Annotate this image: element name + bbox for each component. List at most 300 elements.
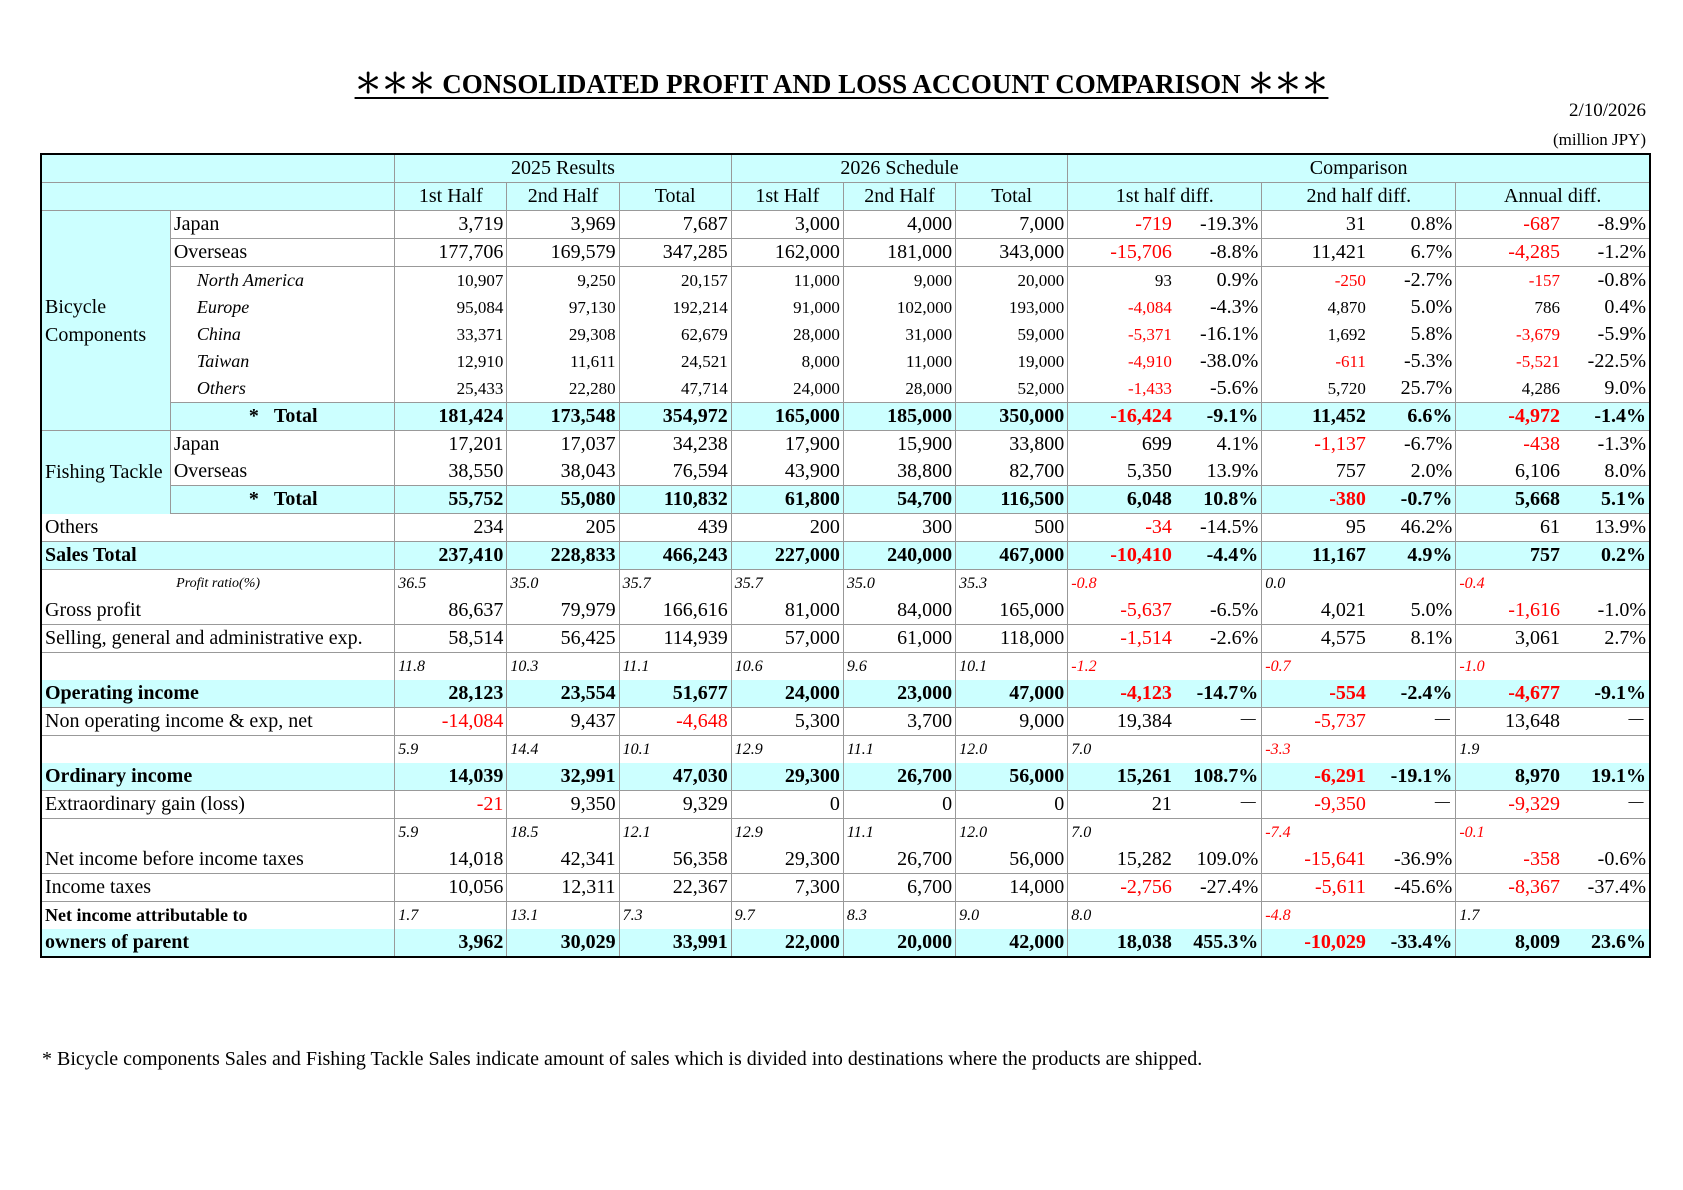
diff-percent-cell: -2.6% [1175, 625, 1262, 653]
ratio-diff-cell: -1.2 [1068, 653, 1262, 681]
row-ratio-nibt [41, 819, 1650, 847]
group-fishing-tackle: Fishing Tackle [41, 431, 170, 514]
diff-percent-cell: 0.9% [1175, 267, 1262, 295]
value-cell: 38,550 [395, 458, 507, 486]
row-bc-na [41, 267, 1650, 295]
row-operating-income [41, 680, 1650, 708]
ratio-cell: 11.1 [843, 736, 955, 764]
row-net-income [41, 929, 1650, 957]
ratio-cell: 35.0 [843, 570, 955, 598]
diff-amount-cell: -1,137 [1262, 431, 1369, 459]
ratio-diff-cell: 7.0 [1068, 736, 1262, 764]
diff-percent-cell: 8.0% [1563, 458, 1650, 486]
value-cell: 205 [507, 514, 619, 542]
ratio-cell: 10.6 [731, 653, 843, 681]
value-cell: 30,029 [507, 929, 619, 957]
ratio-cell: 35.0 [507, 570, 619, 598]
ratio-diff-cell: 1.9 [1456, 736, 1650, 764]
value-cell: 193,000 [956, 294, 1068, 321]
ratio-cell: 7.3 [619, 902, 731, 930]
value-cell: 0 [731, 791, 843, 819]
diff-amount-cell: -358 [1456, 846, 1563, 874]
value-cell: 91,000 [731, 294, 843, 321]
row-label: Others [170, 375, 394, 403]
row-label: Europe [170, 294, 394, 321]
value-cell: 11,000 [843, 348, 955, 375]
row-non-operating [41, 708, 1650, 736]
col-2025-2h: 2nd Half [507, 183, 619, 211]
ratio-cell: 14.4 [507, 736, 619, 764]
diff-percent-cell: 8.1% [1369, 625, 1456, 653]
value-cell: 118,000 [956, 625, 1068, 653]
diff-amount-cell: 4,575 [1262, 625, 1369, 653]
diff-amount-cell: -611 [1262, 348, 1369, 375]
diff-amount-cell: -5,371 [1068, 321, 1175, 348]
diff-percent-cell: -14.5% [1175, 514, 1262, 542]
diff-amount-cell: 18,038 [1068, 929, 1175, 957]
diff-percent-cell: － [1175, 708, 1262, 736]
unit-label: (million JPY) [1552, 130, 1646, 149]
diff-percent-cell: -37.4% [1563, 874, 1650, 902]
diff-amount-cell: 13,648 [1456, 708, 1563, 736]
row-bc-cn [41, 321, 1650, 348]
diff-percent-cell: -19.3% [1175, 211, 1262, 239]
value-cell: 22,280 [507, 375, 619, 403]
value-cell: 24,521 [619, 348, 731, 375]
diff-amount-cell: -5,611 [1262, 874, 1369, 902]
value-cell: 47,000 [956, 680, 1068, 708]
value-cell: 3,719 [395, 211, 507, 239]
value-cell: 56,358 [619, 846, 731, 874]
ratio-diff-cell: -0.1 [1456, 819, 1650, 847]
value-cell: 7,687 [619, 211, 731, 239]
diff-amount-cell: 757 [1262, 458, 1369, 486]
value-cell: 19,000 [956, 348, 1068, 375]
diff-percent-cell: -0.8% [1563, 267, 1650, 295]
diff-amount-cell: 6,048 [1068, 486, 1175, 514]
value-cell: 61,000 [843, 625, 955, 653]
ratio-cell: 9.0 [956, 902, 1068, 930]
value-cell: 32,991 [507, 763, 619, 791]
ratio-cell: 5.9 [395, 736, 507, 764]
row-gross-profit [41, 597, 1650, 625]
diff-amount-cell: 5,720 [1262, 375, 1369, 403]
diff-percent-cell: -1.2% [1563, 239, 1650, 267]
diff-percent-cell: -6.7% [1369, 431, 1456, 459]
value-cell: 33,800 [956, 431, 1068, 459]
value-cell: 4,000 [843, 211, 955, 239]
value-cell: 10,056 [395, 874, 507, 902]
diff-percent-cell: 46.2% [1369, 514, 1456, 542]
diff-amount-cell: 31 [1262, 211, 1369, 239]
row-label: Sales Total [41, 542, 395, 570]
diff-percent-cell: -36.9% [1369, 846, 1456, 874]
diff-amount-cell: 5,350 [1068, 458, 1175, 486]
diff-amount-cell: 8,009 [1456, 929, 1563, 957]
diff-amount-cell: -15,641 [1262, 846, 1369, 874]
value-cell: 3,000 [731, 211, 843, 239]
value-cell: 29,300 [731, 763, 843, 791]
value-cell: 162,000 [731, 239, 843, 267]
diff-percent-cell: -19.1% [1369, 763, 1456, 791]
value-cell: 55,080 [507, 486, 619, 514]
value-cell: 38,800 [843, 458, 955, 486]
ratio-cell: 9.6 [843, 653, 955, 681]
value-cell: 3,962 [395, 929, 507, 957]
diff-percent-cell: -33.4% [1369, 929, 1456, 957]
comparison-header: Comparison [1068, 154, 1650, 183]
diff-percent-cell: -4.4% [1175, 542, 1262, 570]
header-row-1 [41, 154, 1650, 183]
value-cell: 97,130 [507, 294, 619, 321]
group-bicycle-components: Bicycle Components [41, 211, 170, 431]
diff-amount-cell: -380 [1262, 486, 1369, 514]
value-cell: 42,341 [507, 846, 619, 874]
ratio-diff-cell: 1.7 [1456, 902, 1650, 930]
report-title: ＊＊＊ CONSOLIDATED PROFIT AND LOSS ACCOUNT COMPARISON ＊＊＊ [354, 69, 1329, 99]
diff-percent-cell: -1.0% [1563, 597, 1650, 625]
col-2025-total: Total [619, 183, 731, 211]
value-cell: 55,752 [395, 486, 507, 514]
col-annual-diff: Annual diff. [1456, 183, 1650, 211]
value-cell: 31,000 [843, 321, 955, 348]
value-cell: 17,900 [731, 431, 843, 459]
diff-percent-cell: 0.4% [1563, 294, 1650, 321]
col-2026-2h: 2nd Half [843, 183, 955, 211]
diff-amount-cell: 95 [1262, 514, 1369, 542]
diff-percent-cell: -2.7% [1369, 267, 1456, 295]
value-cell: 43,900 [731, 458, 843, 486]
value-cell: 5,300 [731, 708, 843, 736]
row-label: Japan [170, 211, 394, 239]
value-cell: 28,123 [395, 680, 507, 708]
value-cell: 177,706 [395, 239, 507, 267]
ratio-cell: 10.3 [507, 653, 619, 681]
value-cell: 3,700 [843, 708, 955, 736]
diff-percent-cell: -14.7% [1175, 680, 1262, 708]
ratio-cell: 1.7 [395, 902, 507, 930]
diff-amount-cell: -2,756 [1068, 874, 1175, 902]
diff-amount-cell: 5,668 [1456, 486, 1563, 514]
diff-amount-cell: -8,367 [1456, 874, 1563, 902]
header-row-2 [41, 183, 1650, 211]
diff-amount-cell: 15,282 [1068, 846, 1175, 874]
report-date: 2/10/2026 [1568, 100, 1646, 121]
value-cell: 62,679 [619, 321, 731, 348]
value-cell: 47,714 [619, 375, 731, 403]
value-cell: 9,437 [507, 708, 619, 736]
diff-amount-cell: -250 [1262, 267, 1369, 295]
ratio-cell: 12.9 [731, 819, 843, 847]
value-cell: 23,000 [843, 680, 955, 708]
value-cell: 47,030 [619, 763, 731, 791]
value-cell: 240,000 [843, 542, 955, 570]
diff-amount-cell: -3,679 [1456, 321, 1563, 348]
diff-amount-cell: -5,637 [1068, 597, 1175, 625]
diff-amount-cell: -9,350 [1262, 791, 1369, 819]
diff-amount-cell: 61 [1456, 514, 1563, 542]
row-label: Overseas [170, 239, 394, 267]
value-cell: 33,371 [395, 321, 507, 348]
diff-amount-cell: -438 [1456, 431, 1563, 459]
diff-percent-cell: 5.0% [1369, 597, 1456, 625]
diff-percent-cell: 455.3% [1175, 929, 1262, 957]
value-cell: 28,000 [731, 321, 843, 348]
diff-percent-cell: 23.6% [1563, 929, 1650, 957]
row-nibt [41, 846, 1650, 874]
diff-percent-cell: 6.6% [1369, 403, 1456, 431]
diff-percent-cell: － [1175, 791, 1262, 819]
diff-amount-cell: 8,970 [1456, 763, 1563, 791]
value-cell: 14,000 [956, 874, 1068, 902]
diff-percent-cell: 108.7% [1175, 763, 1262, 791]
value-cell: 181,000 [843, 239, 955, 267]
value-cell: 467,000 [956, 542, 1068, 570]
row-label: Selling, general and administrative exp. [41, 625, 395, 653]
row-ratio-oi [41, 653, 1650, 681]
col-2026-1h: 1st Half [731, 183, 843, 211]
value-cell: 20,000 [956, 267, 1068, 295]
ratio-diff-cell: -4.8 [1262, 902, 1456, 930]
row-ratio-ni [41, 902, 1650, 930]
value-cell: 54,700 [843, 486, 955, 514]
diff-percent-cell: -8.9% [1563, 211, 1650, 239]
diff-percent-cell: 2.0% [1369, 458, 1456, 486]
value-cell: 52,000 [956, 375, 1068, 403]
value-cell: 57,000 [731, 625, 843, 653]
diff-amount-cell: 1,692 [1262, 321, 1369, 348]
value-cell: 228,833 [507, 542, 619, 570]
value-cell: 8,000 [731, 348, 843, 375]
value-cell: 58,514 [395, 625, 507, 653]
value-cell: 24,000 [731, 375, 843, 403]
profit-ratio-label: Profit ratio(%) [41, 570, 395, 598]
diff-amount-cell: 757 [1456, 542, 1563, 570]
ratio-diff-cell: -1.0 [1456, 653, 1650, 681]
diff-amount-cell: 4,021 [1262, 597, 1369, 625]
diff-amount-cell: -1,616 [1456, 597, 1563, 625]
row-ordinary-income [41, 763, 1650, 791]
diff-amount-cell: -10,029 [1262, 929, 1369, 957]
value-cell: 84,000 [843, 597, 955, 625]
row-label: Gross profit [41, 597, 395, 625]
ratio-cell: 12.0 [956, 819, 1068, 847]
row-label: China [170, 321, 394, 348]
ratio-cell: 5.9 [395, 819, 507, 847]
value-cell: -4,648 [619, 708, 731, 736]
diff-percent-cell: -38.0% [1175, 348, 1262, 375]
diff-percent-cell: -5.9% [1563, 321, 1650, 348]
value-cell: 34,238 [619, 431, 731, 459]
value-cell: 33,991 [619, 929, 731, 957]
diff-amount-cell: -4,285 [1456, 239, 1563, 267]
value-cell: 185,000 [843, 403, 955, 431]
value-cell: -21 [395, 791, 507, 819]
diff-percent-cell: 13.9% [1563, 514, 1650, 542]
value-cell: 300 [843, 514, 955, 542]
diff-percent-cell: 2.7% [1563, 625, 1650, 653]
diff-amount-cell: -4,084 [1068, 294, 1175, 321]
value-cell: 3,969 [507, 211, 619, 239]
value-cell: 165,000 [956, 597, 1068, 625]
col-2025-1h: 1st Half [395, 183, 507, 211]
diff-percent-cell: -5.3% [1369, 348, 1456, 375]
value-cell: 28,000 [843, 375, 955, 403]
row-ft-total [41, 486, 1650, 514]
value-cell: 169,579 [507, 239, 619, 267]
ratio-cell: 35.7 [619, 570, 731, 598]
row-label: Taiwan [170, 348, 394, 375]
value-cell: 9,350 [507, 791, 619, 819]
schedule-header: 2026 Schedule [731, 154, 1068, 183]
diff-amount-cell: 4,286 [1456, 375, 1563, 403]
value-cell: 166,616 [619, 597, 731, 625]
total-star: * [248, 405, 259, 427]
diff-percent-cell: -1.3% [1563, 431, 1650, 459]
value-cell: 9,000 [956, 708, 1068, 736]
diff-amount-cell: 699 [1068, 431, 1175, 459]
diff-percent-cell: -16.1% [1175, 321, 1262, 348]
value-cell: 165,000 [731, 403, 843, 431]
diff-amount-cell: -16,424 [1068, 403, 1175, 431]
value-cell: 350,000 [956, 403, 1068, 431]
value-cell: 29,300 [731, 846, 843, 874]
diff-percent-cell: 13.9% [1175, 458, 1262, 486]
ratio-diff-cell: -0.4 [1456, 570, 1650, 598]
results-header: 2025 Results [395, 154, 732, 183]
col-2h-diff: 2nd half diff. [1262, 183, 1456, 211]
value-cell: 192,214 [619, 294, 731, 321]
row-ratio-ord [41, 736, 1650, 764]
value-cell: 26,700 [843, 763, 955, 791]
diff-amount-cell: -687 [1456, 211, 1563, 239]
value-cell: 56,000 [956, 846, 1068, 874]
row-label: Japan [170, 431, 394, 459]
diff-amount-cell: -5,737 [1262, 708, 1369, 736]
diff-percent-cell: 5.0% [1369, 294, 1456, 321]
row-extraordinary [41, 791, 1650, 819]
value-cell: 116,500 [956, 486, 1068, 514]
ratio-diff-cell: -7.4 [1262, 819, 1456, 847]
total-star: * [248, 488, 259, 510]
diff-amount-cell: -719 [1068, 211, 1175, 239]
ratio-cell: 11.8 [395, 653, 507, 681]
row-bc-tw [41, 348, 1650, 375]
value-cell: 200 [731, 514, 843, 542]
col-1h-diff: 1st half diff. [1068, 183, 1262, 211]
diff-amount-cell: -15,706 [1068, 239, 1175, 267]
value-cell: 51,677 [619, 680, 731, 708]
value-cell: 9,329 [619, 791, 731, 819]
value-cell: 12,910 [395, 348, 507, 375]
value-cell: 181,424 [395, 403, 507, 431]
value-cell: 22,367 [619, 874, 731, 902]
ratio-cell: 18.5 [507, 819, 619, 847]
row-bc-total [41, 403, 1650, 431]
value-cell: 10,907 [395, 267, 507, 295]
row-label: owners of parent [41, 929, 395, 957]
diff-amount-cell: 15,261 [1068, 763, 1175, 791]
ratio-cell: 11.1 [843, 819, 955, 847]
ratio-diff-cell: 7.0 [1068, 819, 1262, 847]
diff-amount-cell: 4,870 [1262, 294, 1369, 321]
ratio-cell: 35.7 [731, 570, 843, 598]
diff-amount-cell: 11,452 [1262, 403, 1369, 431]
row-label: Net income attributable to [41, 902, 395, 930]
value-cell: 15,900 [843, 431, 955, 459]
diff-amount-cell: -1,514 [1068, 625, 1175, 653]
value-cell: 7,000 [956, 211, 1068, 239]
ratio-cell: 13.1 [507, 902, 619, 930]
footnote: * Bicycle components Sales and Fishing Tackle Sales indicate amount of sales which is divided into destinations where the products are shipped. [42, 1048, 1203, 1070]
diff-percent-cell: 109.0% [1175, 846, 1262, 874]
diff-amount-cell: -4,910 [1068, 348, 1175, 375]
diff-amount-cell: -4,123 [1068, 680, 1175, 708]
col-2026-total: Total [956, 183, 1068, 211]
diff-percent-cell: 19.1% [1563, 763, 1650, 791]
row-ft-overseas [41, 458, 1650, 486]
diff-amount-cell: -157 [1456, 267, 1563, 295]
value-cell: 76,594 [619, 458, 731, 486]
diff-amount-cell: -34 [1068, 514, 1175, 542]
row-others [41, 514, 1650, 542]
diff-percent-cell: 10.8% [1175, 486, 1262, 514]
diff-percent-cell: － [1563, 708, 1650, 736]
row-label: Others [41, 514, 395, 542]
diff-percent-cell: － [1563, 791, 1650, 819]
value-cell: 0 [843, 791, 955, 819]
diff-amount-cell: 786 [1456, 294, 1563, 321]
row-sga [41, 625, 1650, 653]
value-cell: 227,000 [731, 542, 843, 570]
value-cell: 347,285 [619, 239, 731, 267]
diff-percent-cell: 4.9% [1369, 542, 1456, 570]
diff-amount-cell: 93 [1068, 267, 1175, 295]
row-bc-overseas [41, 239, 1650, 267]
value-cell: 79,979 [507, 597, 619, 625]
value-cell: 14,018 [395, 846, 507, 874]
ratio-cell: 36.5 [395, 570, 507, 598]
diff-amount-cell: -4,677 [1456, 680, 1563, 708]
ratio-cell: 12.0 [956, 736, 1068, 764]
row-label: Overseas [170, 458, 394, 486]
value-cell: 11,000 [731, 267, 843, 295]
diff-percent-cell: -27.4% [1175, 874, 1262, 902]
diff-amount-cell: -554 [1262, 680, 1369, 708]
value-cell: 354,972 [619, 403, 731, 431]
value-cell: 500 [956, 514, 1068, 542]
diff-percent-cell: -2.4% [1369, 680, 1456, 708]
value-cell: 56,425 [507, 625, 619, 653]
row-ft-japan [41, 431, 1650, 459]
row-label: Extraordinary gain (loss) [41, 791, 395, 819]
row-ratio-gp [41, 570, 1650, 598]
total-label: Total [273, 488, 318, 510]
diff-amount-cell: 3,061 [1456, 625, 1563, 653]
value-cell: 23,554 [507, 680, 619, 708]
value-cell: 466,243 [619, 542, 731, 570]
value-cell: 9,000 [843, 267, 955, 295]
value-cell: 102,000 [843, 294, 955, 321]
diff-percent-cell: － [1369, 791, 1456, 819]
diff-amount-cell: 6,106 [1456, 458, 1563, 486]
value-cell: 42,000 [956, 929, 1068, 957]
diff-percent-cell: -0.6% [1563, 846, 1650, 874]
diff-percent-cell: -5.6% [1175, 375, 1262, 403]
value-cell: 11,611 [507, 348, 619, 375]
value-cell: 38,043 [507, 458, 619, 486]
diff-percent-cell: 6.7% [1369, 239, 1456, 267]
